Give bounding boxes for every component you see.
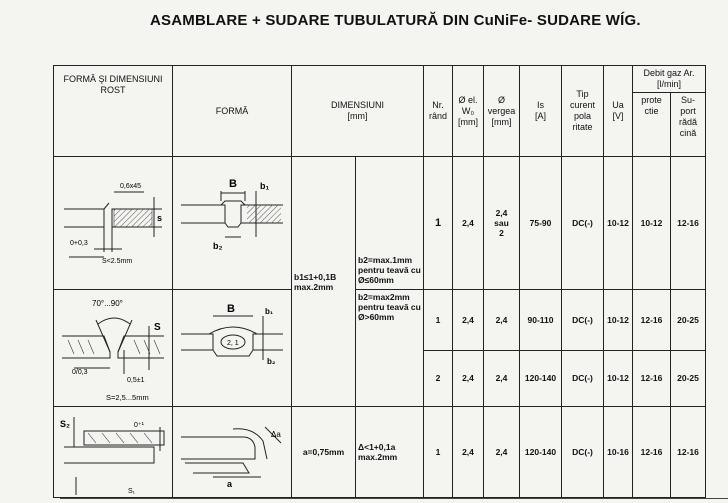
page-bottom-rule (60, 498, 728, 499)
row4-d-el: 2,4 (453, 407, 484, 498)
row2-sup: 20-25 (671, 290, 706, 351)
header-tip-curent: Tip curent pola ritate (562, 66, 604, 157)
row1-d-vergea-1: 2,4 (495, 208, 508, 218)
row4-s1-label: S₁ (128, 488, 136, 495)
header-ua-unit: [V] (612, 111, 624, 121)
header-suport: Su- port rădă cină (671, 93, 706, 157)
dims-row2: b2=max2mm pentru teavă cu Ø>60mm (356, 290, 424, 407)
header-dimensiuni-unit: [mm] (347, 111, 368, 121)
row2-joint-drawing (54, 290, 172, 406)
row1-s-label: s (157, 213, 163, 223)
header-is-unit: [A] (534, 111, 546, 121)
header-forma-dimensiuni-rost: FORMĂ ŞI DIMENSIUNI ROST (54, 66, 173, 157)
row3-is: 120-140 (520, 350, 562, 406)
row2-nr: 1 (424, 290, 453, 351)
row2-angle-label: 70°...90° (92, 299, 123, 308)
row3-ua: 10-12 (604, 350, 633, 406)
dims-group-a: b1≤1+0,1B max.2mm (292, 157, 356, 407)
row1-chamfer-label: 0,6x45 (120, 183, 142, 190)
row1-b1-label: b₁ (260, 181, 270, 191)
row2-b-label: B (227, 303, 235, 315)
header-d-el-label: Ø el. W₀ (458, 94, 478, 116)
row3-tip: DC(-) (562, 350, 604, 406)
row4-sup: 12-16 (671, 407, 706, 498)
row2-s-range-label: S=2,5...5mm (106, 393, 149, 402)
header-ua-label: Ua (612, 100, 624, 110)
row1-b2-label: b₂ (213, 241, 223, 251)
header-is (520, 66, 562, 157)
header-d-vergea-unit: [mm] (491, 116, 512, 127)
row2-d-vergea: 2,4 (484, 290, 520, 351)
row2-b1-label: b₁ (265, 307, 274, 316)
row4-joint-sketch (54, 407, 173, 498)
header-d-el (453, 66, 484, 157)
row1-joint-drawing (54, 157, 172, 289)
row4-form-drawing (173, 407, 291, 497)
row3-sup: 20-25 (671, 350, 706, 406)
header-d-el-unit: [mm] (458, 116, 478, 127)
row1-d-vergea-2: sau (494, 218, 509, 228)
header-protectie: prote ctie (633, 93, 671, 157)
header-is-label: Is (536, 100, 544, 110)
row1-prot: 10-12 (633, 157, 671, 290)
row2-b2-label: b₂ (267, 357, 276, 366)
row1-nr: 1 (424, 157, 453, 290)
dims-row4b: Δ<1+0,1a max.2mm (356, 407, 424, 498)
row2-is: 90-110 (520, 290, 562, 351)
row1-tip: DC(-) (562, 157, 604, 290)
row2-ua: 10-12 (604, 290, 633, 351)
row2-s-label: S (154, 322, 161, 333)
welding-parameters-table (53, 65, 706, 498)
row3-d-vergea: 2,4 (484, 350, 520, 406)
row2-passes-label: 2, 1 (227, 340, 239, 347)
row2-form-sketch (173, 290, 292, 407)
row3-d-el: 2,4 (453, 350, 484, 406)
row1-form-drawing (173, 157, 291, 289)
row1-d-el: 2,4 (453, 157, 484, 290)
row1-ua: 10-12 (604, 157, 633, 290)
row2-gap-label: 0/0,3 (72, 369, 88, 376)
header-dimensiuni (292, 66, 424, 157)
row4-nr: 1 (424, 407, 453, 498)
row1-b-label: B (229, 178, 237, 190)
header-ua (604, 66, 633, 157)
document-title: ASAMBLARE + SUDARE TUBULATURĂ DIN CuNiFe- SUDARE WÍG. (150, 12, 641, 29)
header-debit-gaz: Debit gaz Ar. [l/min] (633, 66, 706, 93)
row4-prot: 12-16 (633, 407, 671, 498)
header-dimensiuni-label: DIMENSIUNI (330, 100, 384, 110)
row1-joint-sketch (54, 157, 173, 290)
row1-d-vergea (484, 157, 520, 290)
row4-d-vergea: 2,4 (484, 407, 520, 498)
row1-form-sketch (173, 157, 292, 290)
header-d-vergea-label: Ø vergea (487, 94, 516, 116)
row2-d-el: 2,4 (453, 290, 484, 351)
header-nr-rand: Nr. rând (424, 66, 453, 157)
row1-s-limit-label: S<2.5mm (102, 258, 133, 265)
row1-d-vergea-3: 2 (499, 228, 504, 238)
row4-delta-a-label: Δa (271, 430, 281, 439)
row4-gap-label: 0⁺¹ (134, 422, 144, 429)
row4-is: 120-140 (520, 407, 562, 498)
row3-nr: 2 (424, 350, 453, 406)
row4-form-sketch (173, 407, 292, 498)
row4-ua: 10-16 (604, 407, 633, 498)
row2-joint-sketch (54, 290, 173, 407)
row2-prot: 12-16 (633, 290, 671, 351)
row2-tip: DC(-) (562, 290, 604, 351)
row4-tip: DC(-) (562, 407, 604, 498)
row1-sup: 12-16 (671, 157, 706, 290)
row1-gap-label: 0+0,3 (70, 240, 88, 247)
row2-form-drawing (173, 290, 291, 406)
row4-a-label: a (227, 479, 233, 489)
row1-is: 75-90 (520, 157, 562, 290)
header-forma: FORMĂ (173, 66, 292, 157)
header-d-vergea (484, 66, 520, 157)
dims-row4a: a=0,75mm (292, 407, 356, 498)
row3-prot: 12-16 (633, 350, 671, 406)
row4-joint-drawing (54, 407, 172, 497)
row4-s2-label: S₂ (60, 419, 71, 429)
dims-row1: b2=max.1mm pentru teavă cu Ø≤60mm (356, 157, 424, 290)
row2-root-label: 0,5±1 (127, 377, 145, 384)
